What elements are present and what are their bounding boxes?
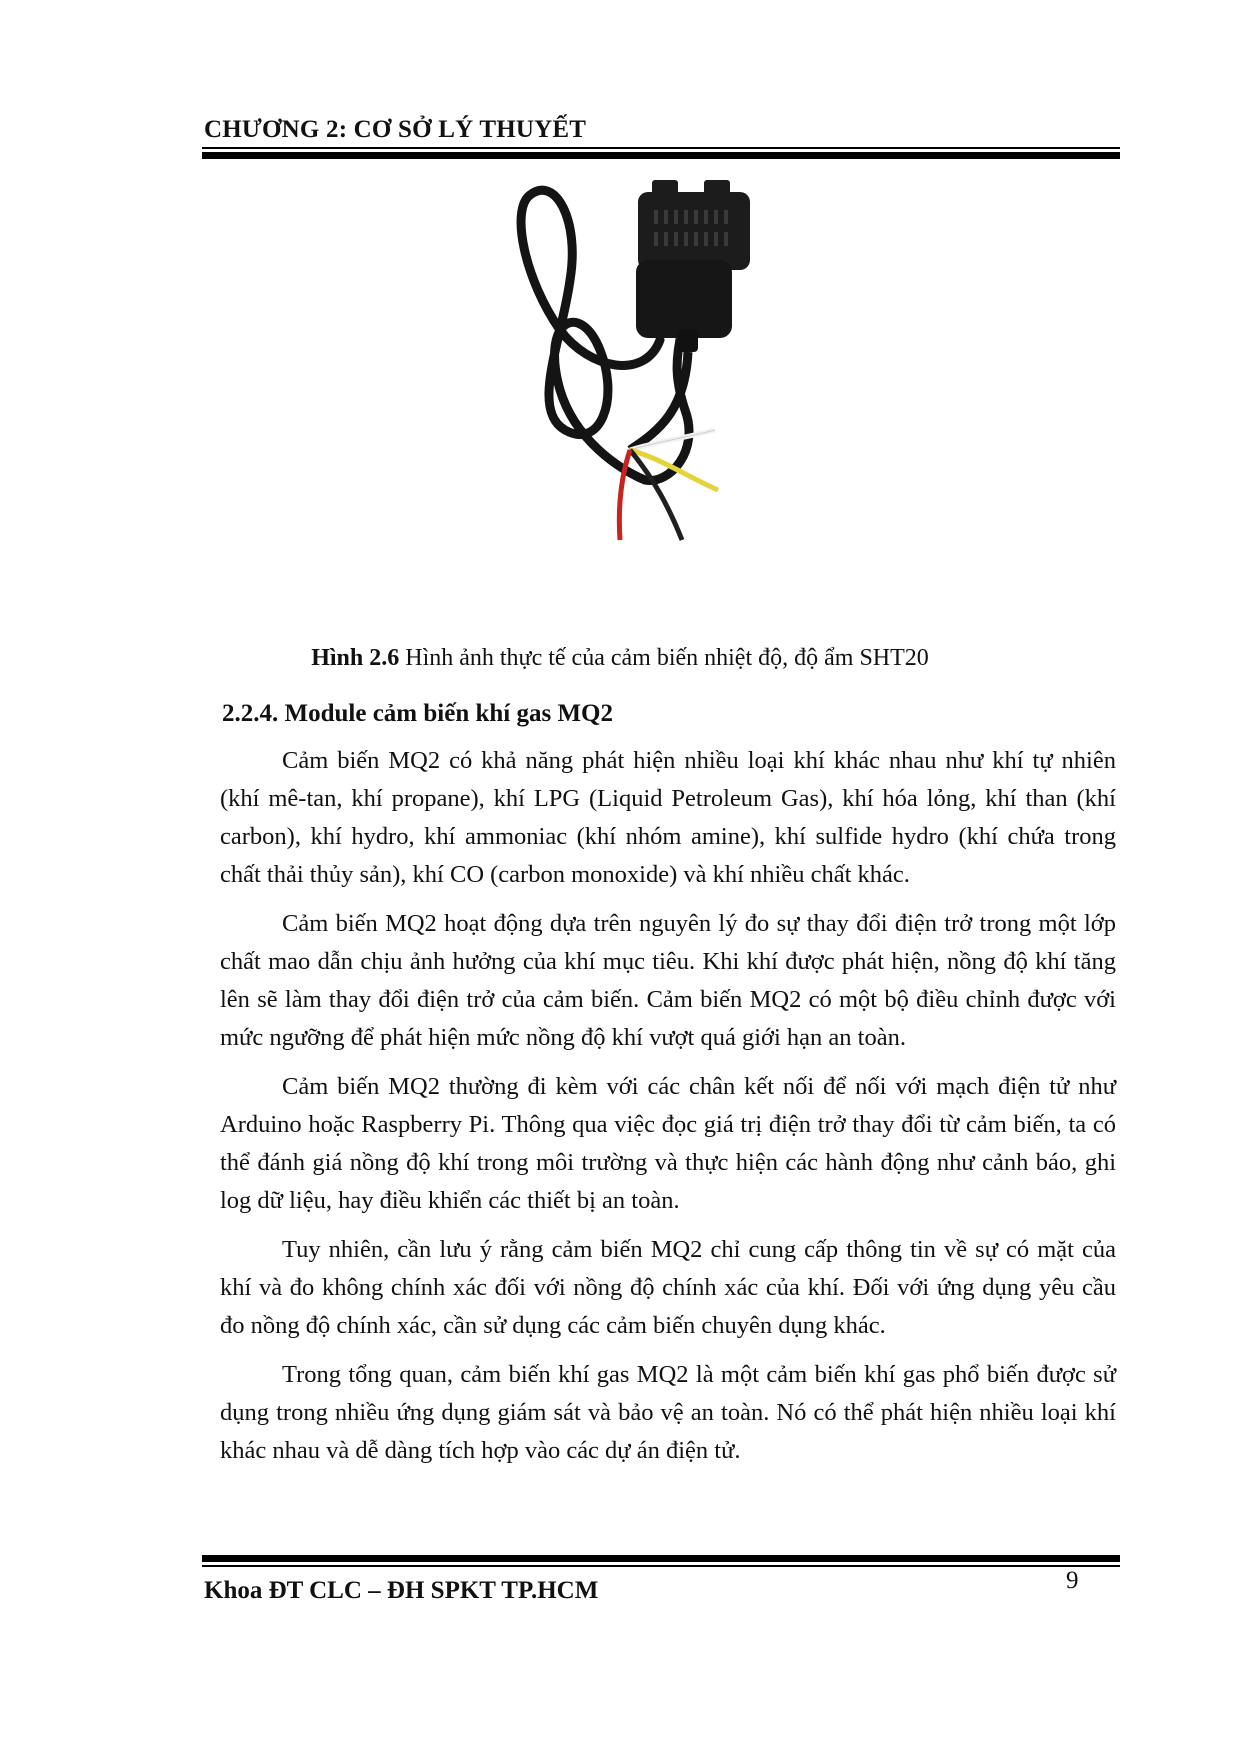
- paragraph-5: Trong tổng quan, cảm biến khí gas MQ2 là một cảm biến khí gas phổ biến được sử dụng trong nhiều ứng dụng giám sát và bảo vệ an toàn. Nó có thể phát hiện nhiều loại khí khác nhau và dễ dàng tích hợp vào các dự án điện tử.: [220, 1361, 1116, 1464]
- paragraph-3: Cảm biến MQ2 thường đi kèm với các chân kết nối để nối với mạch điện tử như Arduino hoặc Raspberry Pi. Thông qua việc đọc giá trị điện trở thay đổi từ cảm biến, ta có thể đánh giá nồng độ khí trong môi trường và thực hiện các hành động như cảnh báo, ghi log dữ liệu, hay điều khiển các thiết bị an toàn.: [220, 1073, 1116, 1214]
- figure-caption-label: Hình 2.6: [311, 645, 400, 671]
- paragraph-4: Tuy nhiên, cần lưu ý rằng cảm biến MQ2 chỉ cung cấp thông tin về sự có mặt của khí và đo không chính xác đối với nồng độ chính xác của khí. Đối với ứng dụng yêu cầu đo nồng độ chính xác, cần sử dụng các cảm biến chuyên dụng khác.: [220, 1236, 1116, 1339]
- page-number: 9: [1066, 1567, 1079, 1594]
- footer-institution: Khoa ĐT CLC – ĐH SPKT TP.HCM: [204, 1577, 599, 1604]
- sensor-housing-icon: [636, 180, 750, 352]
- figure-caption: [0, 645, 1240, 672]
- page-header-title: CHƯƠNG 2: CƠ SỞ LÝ THUYẾT: [204, 116, 587, 143]
- header-rule-thin: [202, 147, 1120, 149]
- footer-rule-thin: [202, 1565, 1120, 1567]
- sht20-sensor-photo: [470, 180, 830, 620]
- paragraph-1: Cảm biến MQ2 có khả năng phát hiện nhiều loại khí khác nhau như khí tự nhiên (khí mê-tan, khí propane), khí LPG (Liquid Petroleum Gas), khí hóa lỏng, khí than (khí carbon), khí hydro, khí ammoniac (khí nhóm amine), khí sulfide hydro (khí chứa trong chất thải thủy sản), khí CO (carbon monoxide) và khí nhiều chất khác.: [220, 747, 1116, 888]
- section-heading: 2.2.4. Module cảm biến khí gas MQ2: [222, 700, 613, 727]
- header-rule-thick: [202, 152, 1120, 159]
- paragraph-2: Cảm biến MQ2 hoạt động dựa trên nguyên lý đo sự thay đổi điện trở trong một lớp chất mao dẫn chịu ảnh hưởng của khí mục tiêu. Khi khí được phát hiện, nồng độ khí tăng lên sẽ làm thay đổi điện trở của cảm biến. Cảm biến MQ2 có một bộ điều chỉnh được với mức ngưỡng để phát hiện mức nồng độ khí vượt quá giới hạn an toàn.: [220, 910, 1116, 1051]
- figure-caption-text: Hình ảnh thực tế của cảm biến nhiệt độ, độ ẩm SHT20: [399, 645, 929, 671]
- footer-rule-thick: [202, 1555, 1120, 1562]
